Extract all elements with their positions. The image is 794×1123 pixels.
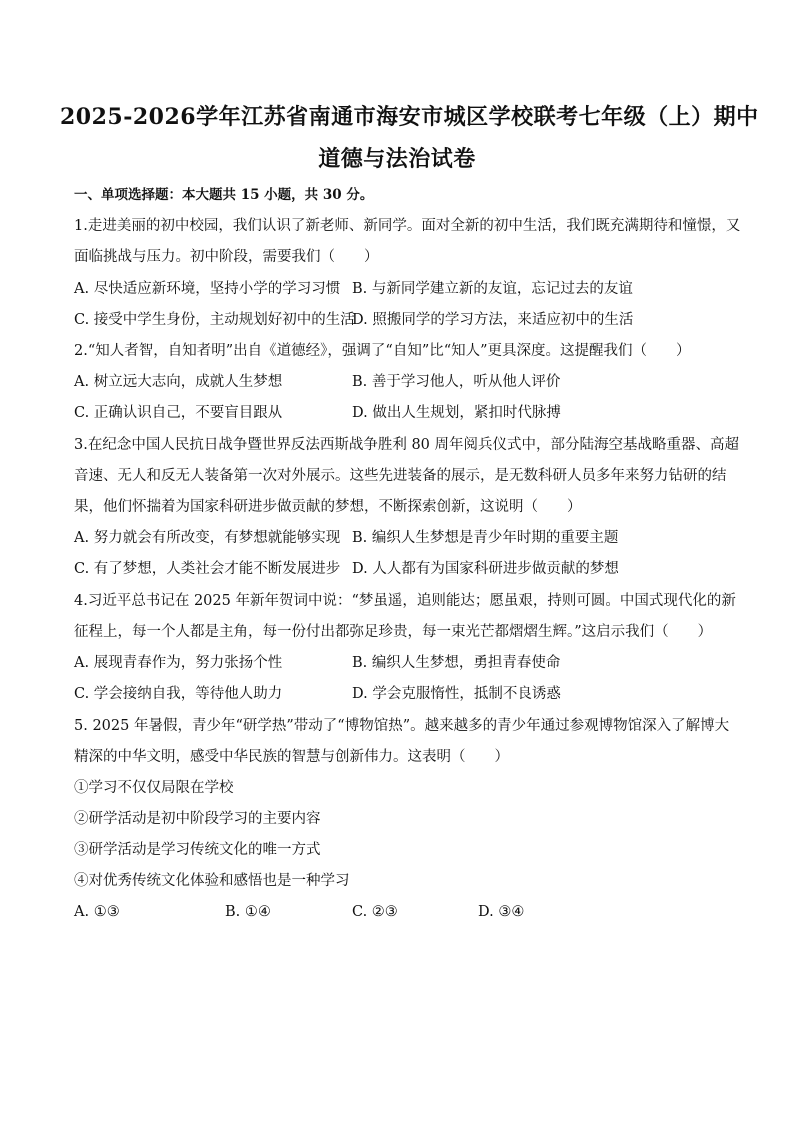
question-3-stem-line-2: 音速、无人和反无人装备第一次对外展示。这些先进装备的展示，是无数科研人员多年来努力钻研的结 (74, 468, 727, 484)
question-4-stem-line-1: 4.习近平总书记在 2025 年新年贺词中说：“梦虽遥，追则能达；愿虽艰，持则可圆。中国式现代化的新 (74, 593, 736, 609)
question-1-stem-line-2: 面临挑战与压力。初中阶段，需要我们（ ） (74, 249, 379, 265)
exam-title-line-1: 2025-2026学年江苏省南通市海安市城区学校联考七年级（上）期中 (60, 104, 759, 130)
question-2-option-a: A. 树立远大志向，成就人生梦想 (74, 374, 283, 390)
question-5-stem-line-1: 5. 2025 年暑假，青少年“研学热”带动了“博物馆热”。越来越多的青少年通过参观博物馆深入了解博大 (74, 718, 730, 734)
question-1-option-a: A. 尽快适应新环境，坚持小学的学习习惯 (74, 281, 341, 297)
exam-title-line-2: 道德与法治试卷 (318, 146, 476, 172)
question-5-option-a: A. ①③ (74, 904, 120, 920)
question-4-stem-line-2: 征程上，每一个人都是主角，每一份付出都弥足珍贵，每一束光芒都熠熠生辉。”这启示我们（ ） (74, 624, 713, 640)
question-3-option-d: D. 人人都有为国家科研进步做贡献的梦想 (352, 561, 619, 577)
question-5-option-b: B. ①④ (225, 904, 271, 920)
question-4-option-a: A. 展现青春作为，努力张扬个性 (74, 655, 283, 671)
section-heading: 一、单项选择题：本大题共 15 小题，共 30 分。 (74, 187, 374, 203)
question-1-stem-line-1: 1.走进美丽的初中校园，我们认识了新老师、新同学。面对全新的初中生活，我们既充满期待和憧憬，又 (74, 218, 741, 234)
question-5-item-2: ②研学活动是初中阶段学习的主要内容 (74, 811, 321, 827)
question-5-stem-line-2: 精深的中华文明，感受中华民族的智慧与创新伟力。这表明（ ） (74, 749, 509, 765)
question-5-item-1: ①学习不仅仅局限在学校 (74, 780, 234, 796)
question-4-option-c: C. 学会接纳自我，等待他人助力 (74, 686, 283, 702)
question-5-item-4: ④对优秀传统文化体验和感悟也是一种学习 (74, 873, 350, 889)
question-4-option-d: D. 学会克服惰性，抵制不良诱惑 (352, 686, 561, 702)
question-2-option-b: B. 善于学习他人，听从他人评价 (352, 374, 561, 390)
question-4-option-b: B. 编织人生梦想，勇担青春使命 (352, 655, 561, 671)
question-5-option-c: C. ②③ (352, 904, 398, 920)
question-3-stem-line-3: 果，他们怀揣着为国家科研进步做贡献的梦想，不断探索创新，这说明（ ） (74, 499, 582, 515)
question-2-option-d: D. 做出人生规划，紧扣时代脉搏 (352, 405, 561, 421)
question-3-option-a: A. 努力就会有所改变，有梦想就能够实现 (74, 530, 341, 546)
question-3-stem-line-1: 3.在纪念中国人民抗日战争暨世界反法西斯战争胜利 80 周年阅兵仪式中，部分陆海空基战略重器、高超 (74, 437, 739, 453)
question-3-option-b: B. 编织人生梦想是青少年时期的重要主题 (352, 530, 619, 546)
question-3-option-c: C. 有了梦想，人类社会才能不断发展进步 (74, 561, 341, 577)
question-1-option-c: C. 接受中学生身份，主动规划好初中的生活 (74, 312, 355, 328)
question-2-option-c: C. 正确认识自己，不要盲目跟从 (74, 405, 283, 421)
question-5-option-d: D. ③④ (478, 904, 525, 920)
question-5-item-3: ③研学活动是学习传统文化的唯一方式 (74, 842, 321, 858)
question-2-stem-line-1: 2.“知人者智，自知者明”出自《道德经》，强调了“自知”比“知人”更具深度。这提醒我们（ ） (74, 343, 691, 359)
question-1-option-d: D. 照搬同学的学习方法，来适应初中的生活 (352, 312, 634, 328)
question-1-option-b: B. 与新同学建立新的友谊，忘记过去的友谊 (352, 281, 633, 297)
